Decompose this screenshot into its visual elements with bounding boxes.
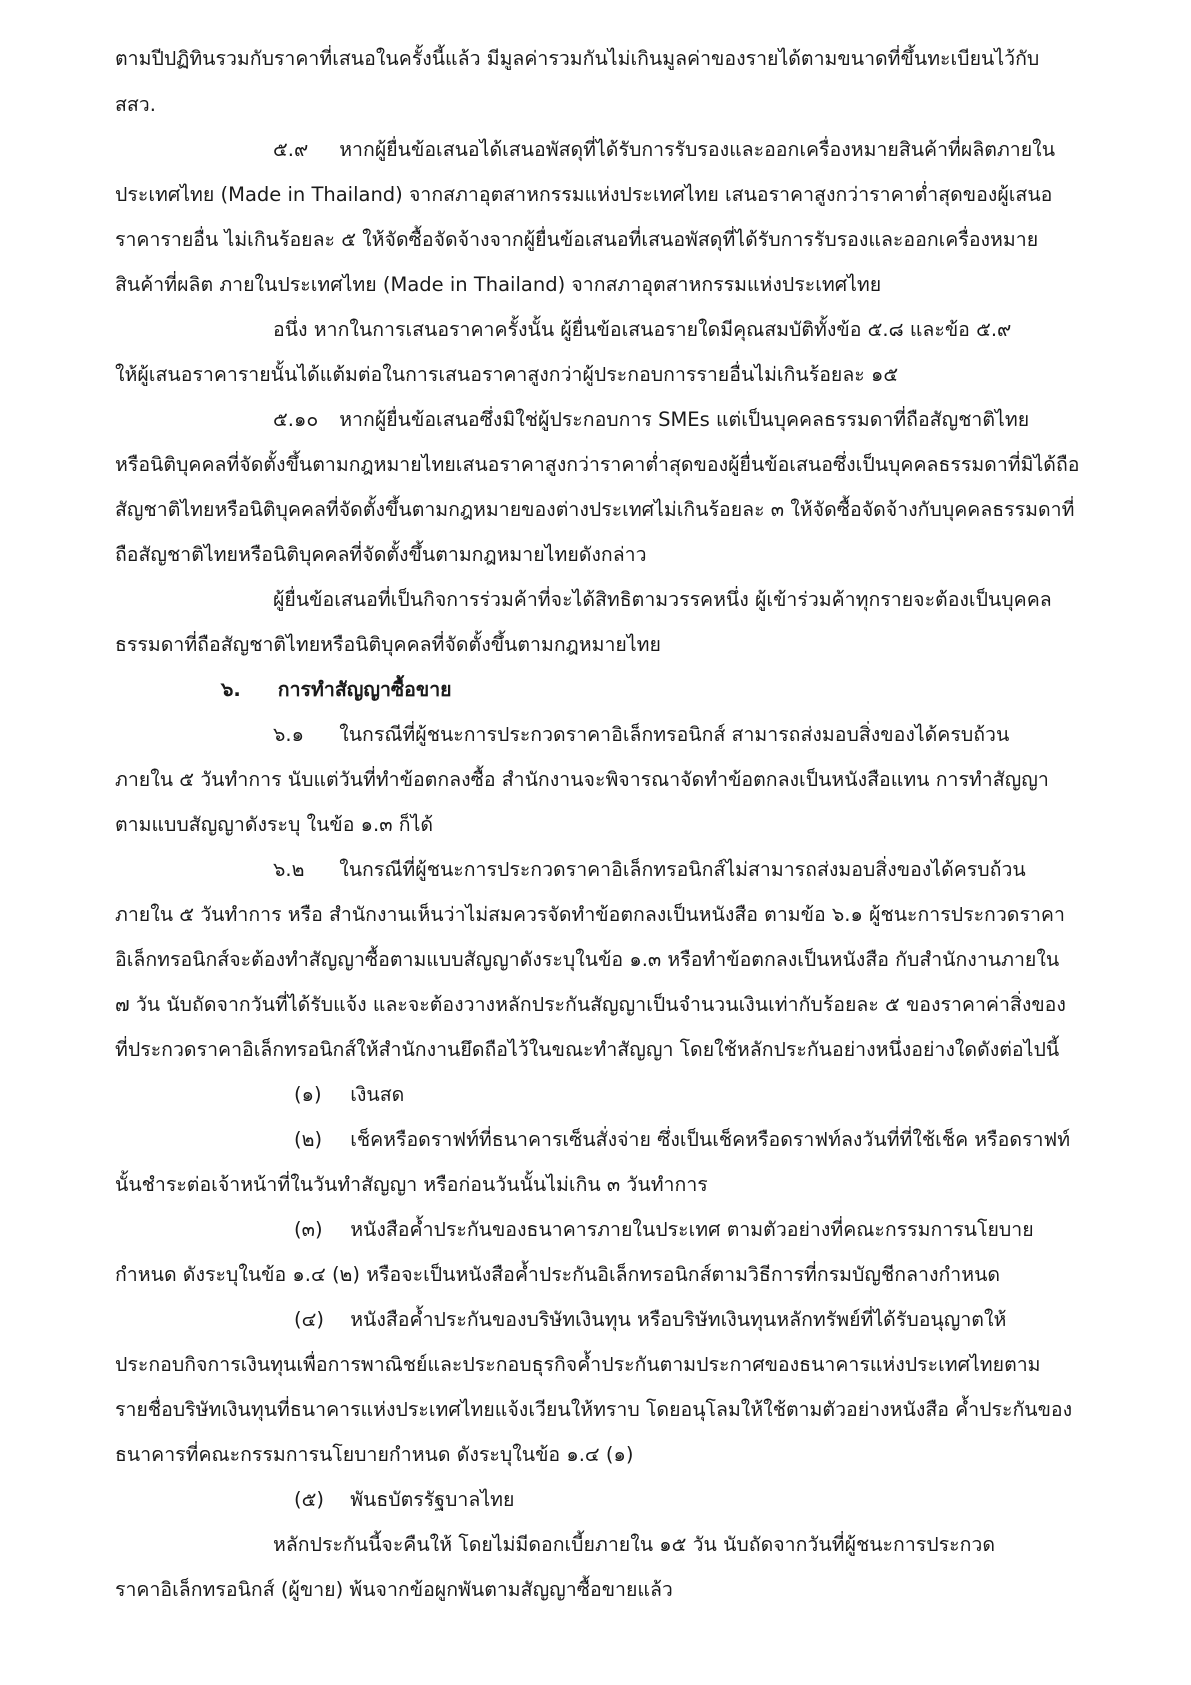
text-line: ราคารายอื่น ไม่เกินร้อยละ ๕ ให้จัดซื้อจัดจ้างจากผู้ยื่นข้อเสนอที่เสนอพัสดุที่ได้รับการรับรองและออกเครื่องหมาย xyxy=(115,228,1039,251)
text-line: สินค้าที่ผลิต ภายในประเทศไทย (Made in Thailand) จากสภาอุตสาหกรรมแห่งประเทศไทย xyxy=(115,273,882,296)
clause-5-9 xyxy=(273,135,1055,165)
text-line: ในกรณีที่ผู้ชนะการประกวดราคาอิเล็กทรอนิกส์ไม่สามารถส่งมอบสิ่งของได้ครบถ้วน xyxy=(339,858,1026,881)
text-line: เช็คหรือดราฟท์ที่ธนาคารเซ็นสั่งจ่าย ซึ่งเป็นเช็คหรือดราฟท์ลงวันที่ที่ใช้เช็ค หรือดราฟท์ xyxy=(350,1128,1071,1151)
clause-5-10 xyxy=(273,405,1029,435)
item-number: (๒) xyxy=(294,1128,323,1151)
text-line: ที่ประกวดราคาอิเล็กทรอนิกส์ให้สำนักงานยึดถือไว้ในขณะทำสัญญา โดยใช้หลักประกันอย่างหนึ่งอย่างใดดังต่อไปนี้ xyxy=(115,1038,1060,1061)
text-line: ๗ วัน นับถัดจากวันที่ได้รับแจ้ง และจะต้องวางหลักประกันสัญญาเป็นจำนวนเงินเท่ากับร้อยละ ๕ ของราคาค่าสิ่งของ xyxy=(115,993,1066,1016)
text-line: ตามปีปฏิทินรวมกับราคาที่เสนอในครั้งนี้แล้ว มีมูลค่ารวมกันไม่เกินมูลค่าของรายได้ตามขนาดที่ขึ้นทะเบียนไว้กับ xyxy=(115,47,1040,70)
item-3 xyxy=(294,1215,1034,1245)
text-line: อิเล็กทรอนิกส์จะต้องทำสัญญาซื้อตามแบบสัญญาดังระบุในข้อ ๑.๓ หรือทำข้อตกลงเป็นหนังสือ กับสำนักงานภายใน xyxy=(115,948,1060,971)
item-5 xyxy=(294,1485,514,1515)
text-line: หนังสือค้ำประกันของธนาคารภายในประเทศ ตามตัวอย่างที่คณะกรรมการนโยบาย xyxy=(350,1218,1034,1241)
item-4 xyxy=(294,1305,1006,1335)
text-line: ธรรมดาที่ถือสัญชาติไทยหรือนิติบุคคลที่จัดตั้งขึ้นตามกฎหมายไทย xyxy=(115,633,661,656)
text-line: พันธบัตรรัฐบาลไทย xyxy=(350,1488,515,1511)
clause-number: ๖.๑ xyxy=(273,723,304,746)
text-line: ตามแบบสัญญาดังระบุ ในข้อ ๑.๓ ก็ได้ xyxy=(115,813,434,836)
section-number: ๖. xyxy=(221,678,241,701)
text-line: ถือสัญชาติไทยหรือนิติบุคคลที่จัดตั้งขึ้นตามกฎหมายไทยดังกล่าว xyxy=(115,543,647,566)
clause-6-2 xyxy=(273,855,1026,885)
item-number: (๕) xyxy=(294,1488,324,1511)
section-title: การทำสัญญาซื้อขาย xyxy=(277,678,452,701)
text-line: หากผู้ยื่นข้อเสนอได้เสนอพัสดุที่ได้รับการรับรองและออกเครื่องหมายสินค้าที่ผลิตภายใน xyxy=(339,138,1056,161)
clause-number: ๕.๑๐ xyxy=(273,408,319,431)
text-line: สสว. xyxy=(115,93,156,116)
text-line: อนึ่ง หากในการเสนอราคาครั้งนั้น ผู้ยื่นข้อเสนอรายใดมีคุณสมบัติทั้งข้อ ๕.๘ และข้อ ๕.๙ xyxy=(273,318,1012,341)
item-number: (๑) xyxy=(294,1083,322,1106)
item-1 xyxy=(294,1080,404,1110)
text-line: ผู้ยื่นข้อเสนอที่เป็นกิจการร่วมค้าที่จะได้สิทธิตามวรรคหนึ่ง ผู้เข้าร่วมค้าทุกรายจะต้องเป็นบุคคล xyxy=(273,588,1052,611)
text-line: สัญชาติไทยหรือนิติบุคคลที่จัดตั้งขึ้นตามกฎหมายของต่างประเทศไม่เกินร้อยละ ๓ ให้จัดซื้อจัดจ้างกับบุคคลธรรมดาที่ xyxy=(115,498,1075,521)
clause-number: ๖.๒ xyxy=(273,858,305,881)
text-line: ในกรณีที่ผู้ชนะการประกวดราคาอิเล็กทรอนิกส์ สามารถส่งมอบสิ่งของได้ครบถ้วน xyxy=(339,723,1010,746)
text-line: ภายใน ๕ วันทำการ นับแต่วันที่ทำข้อตกลงซื้อ สำนักงานจะพิจารณาจัดทำข้อตกลงเป็นหนังสือแทน การทำสัญญา xyxy=(115,768,1049,791)
text-line: หากผู้ยื่นข้อเสนอซึ่งมิใช่ผู้ประกอบการ SMEs แต่เป็นบุคคลธรรมดาที่ถือสัญชาติไทย xyxy=(339,408,1030,431)
text-line: ราคาอิเล็กทรอนิกส์ (ผู้ขาย) พ้นจากข้อผูกพันตามสัญญาซื้อขายแล้ว xyxy=(115,1578,673,1601)
clause-number: ๕.๙ xyxy=(273,138,309,161)
text-line: ภายใน ๕ วันทำการ หรือ สำนักงานเห็นว่าไม่สมควรจัดทำข้อตกลงเป็นหนังสือ ตามข้อ ๖.๑ ผู้ชนะการประกวดราคา xyxy=(115,903,1065,926)
text-line: ให้ผู้เสนอราคารายนั้นได้แต้มต่อในการเสนอราคาสูงกว่าผู้ประกอบการรายอื่นไม่เกินร้อยละ ๑๕ xyxy=(115,363,899,386)
text-line: หนังสือค้ำประกันของบริษัทเงินทุน หรือบริษัทเงินทุนหลักทรัพย์ที่ได้รับอนุญาตให้ xyxy=(350,1308,1007,1331)
text-line: หลักประกันนี้จะคืนให้ โดยไม่มีดอกเบี้ยภายใน ๑๕ วัน นับถัดจากวันที่ผู้ชนะการประกวด xyxy=(273,1533,996,1556)
item-number: (๔) xyxy=(294,1308,324,1331)
item-number: (๓) xyxy=(294,1218,323,1241)
text-line: หรือนิติบุคคลที่จัดตั้งขึ้นตามกฎหมายไทยเสนอราคาสูงกว่าราคาต่ำสุดของผู้ยื่นข้อเสนอซึ่งเป็นบุคคลธรรมดาที่มิได้ถือ xyxy=(115,453,1080,476)
item-2 xyxy=(294,1125,1070,1155)
text-line: กำหนด ดังระบุในข้อ ๑.๔ (๒) หรือจะเป็นหนังสือค้ำประกันอิเล็กทรอนิกส์ตามวิธีการที่กรมบัญชีกลางกำหนด xyxy=(115,1263,1001,1286)
text-line: ประกอบกิจการเงินทุนเพื่อการพาณิชย์และประกอบธุรกิจค้ำประกันตามประกาศของธนาคารแห่งประเทศไทยตาม xyxy=(115,1353,1041,1376)
section-6-heading xyxy=(221,675,452,705)
text-line: ประเทศไทย (Made in Thailand) จากสภาอุตสาหกรรมแห่งประเทศไทย เสนอราคาสูงกว่าราคาต่ำสุดของผู้เสนอ xyxy=(115,183,1053,206)
clause-6-1 xyxy=(273,720,1009,750)
text-line: รายชื่อบริษัทเงินทุนที่ธนาคารแห่งประเทศไทยแจ้งเวียนให้ทราบ โดยอนุโลมให้ใช้ตามตัวอย่างหนังสือ ค้ำประกันของ xyxy=(115,1398,1073,1421)
text-line: นั้นชำระต่อเจ้าหน้าที่ในวันทำสัญญา หรือก่อนวันนั้นไม่เกิน ๓ วันทำการ xyxy=(115,1173,708,1196)
text-line: ธนาคารที่คณะกรรมการนโยบายกำหนด ดังระบุในข้อ ๑.๔ (๑) xyxy=(115,1443,634,1466)
text-line: เงินสด xyxy=(350,1083,405,1106)
